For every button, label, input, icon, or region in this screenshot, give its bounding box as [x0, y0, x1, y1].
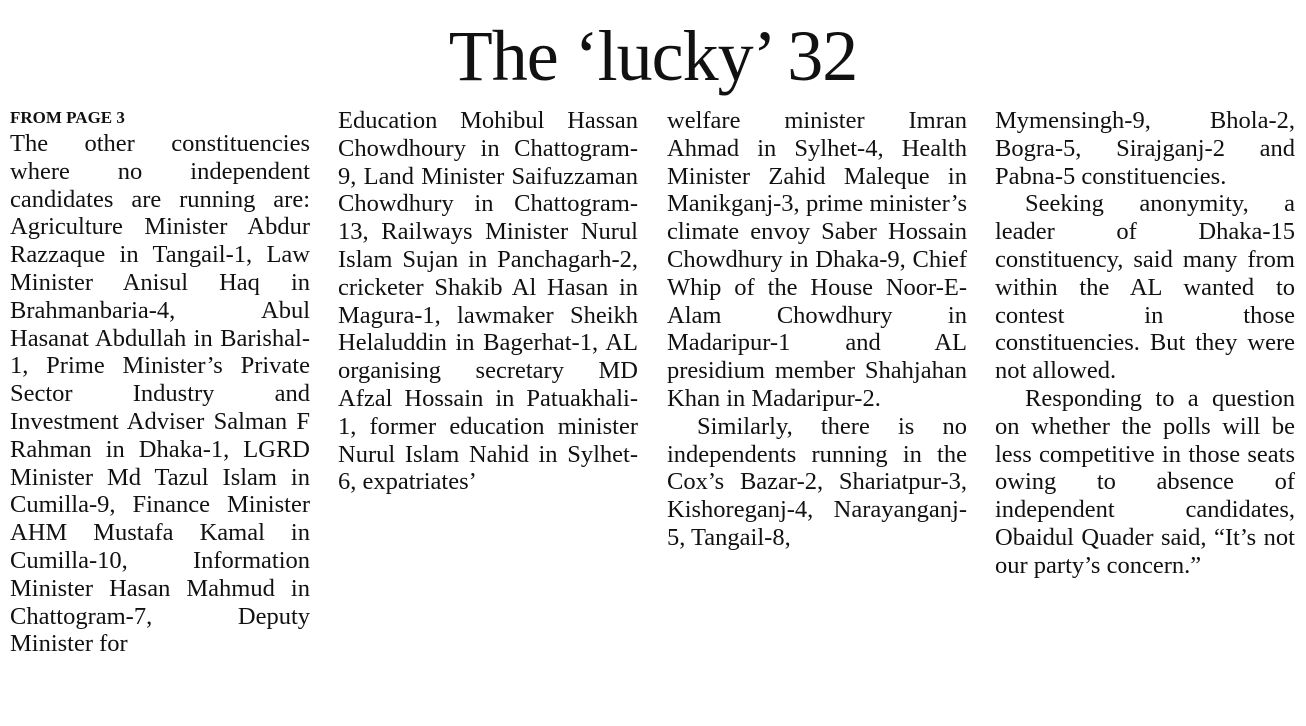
column-3-paragraph-1: welfare minister Imran Ahmad in Sylhet-4, Health Minister Zahid Maleque in Manikganj-3, prime minister’s climate envoy Saber Hossain Chowdhury in Dhaka-9, Chief Whip of the House Noor-E-Alam Chowdhury in Madaripur-1 and AL presidium member Shahjahan Khan in Madaripur-2. — [667, 107, 967, 412]
article-column-2 — [338, 107, 638, 496]
column-3-paragraph-2: Similarly, there is no independents running in the Cox’s Bazar-2, Shariatpur-3, Kishoreganj-4, Narayanganj-5, Tangail-8, — [667, 412, 967, 551]
article-column-4 — [995, 107, 1295, 580]
column-4-paragraph-3: Responding to a question on whether the polls will be less competitive in those seats owing to absence of independent candidates, Obaidul Quader said, “It’s not our party’s concern.” — [995, 384, 1295, 579]
column-4-paragraph-1: Mymensingh-9, Bhola-2, Bogra-5, Sirajganj-2 and Pabna-5 constituencies. — [995, 107, 1295, 190]
article-column-1 — [10, 106, 310, 658]
continuation-kicker: FROM PAGE 3 — [10, 108, 125, 127]
column-1-paragraph-1: The other constituencies where no independent candidates are running are: Agriculture Minister Abdur Razzaque in Tangail-1, Law Minister Anisul Haq in Brahmanbaria-4, Abul Hasanat Abdullah in Barishal-1, Prime Minister’s Private Sector Industry and Investment Adviser Salman F Rahman in Dhaka-1, LGRD Minister Md Tazul Islam in Cumilla-9, Finance Minister AHM Mustafa Kamal in Cumilla-10, Information Minister Hasan Mahmud in Chattogram-7, Deputy Minister for — [10, 130, 310, 658]
column-4-paragraph-2: Seeking anonymity, a leader of Dhaka-15 constituency, said many from within the AL wanted to contest in those constituencies. But they were not allowed. — [995, 190, 1295, 385]
column-2-paragraph-1: Education Mohibul Hassan Chowdhoury in Chattogram-9, Land Minister Saifuzzaman Chowdhury in Chattogram-13, Railways Minister Nurul Islam Sujan in Panchagarh-2, cricketer Shakib Al Hasan in Magura-1, lawmaker Sheikh Helaluddin in Bagerhat-1, AL organising secretary MD Afzal Hossain in Patuakhali-1, former education minister Nurul Islam Nahid in Sylhet-6, expatriates’ — [338, 107, 638, 496]
article-column-3 — [667, 107, 967, 552]
article-headline: The ‘lucky’ 32 — [448, 16, 858, 96]
